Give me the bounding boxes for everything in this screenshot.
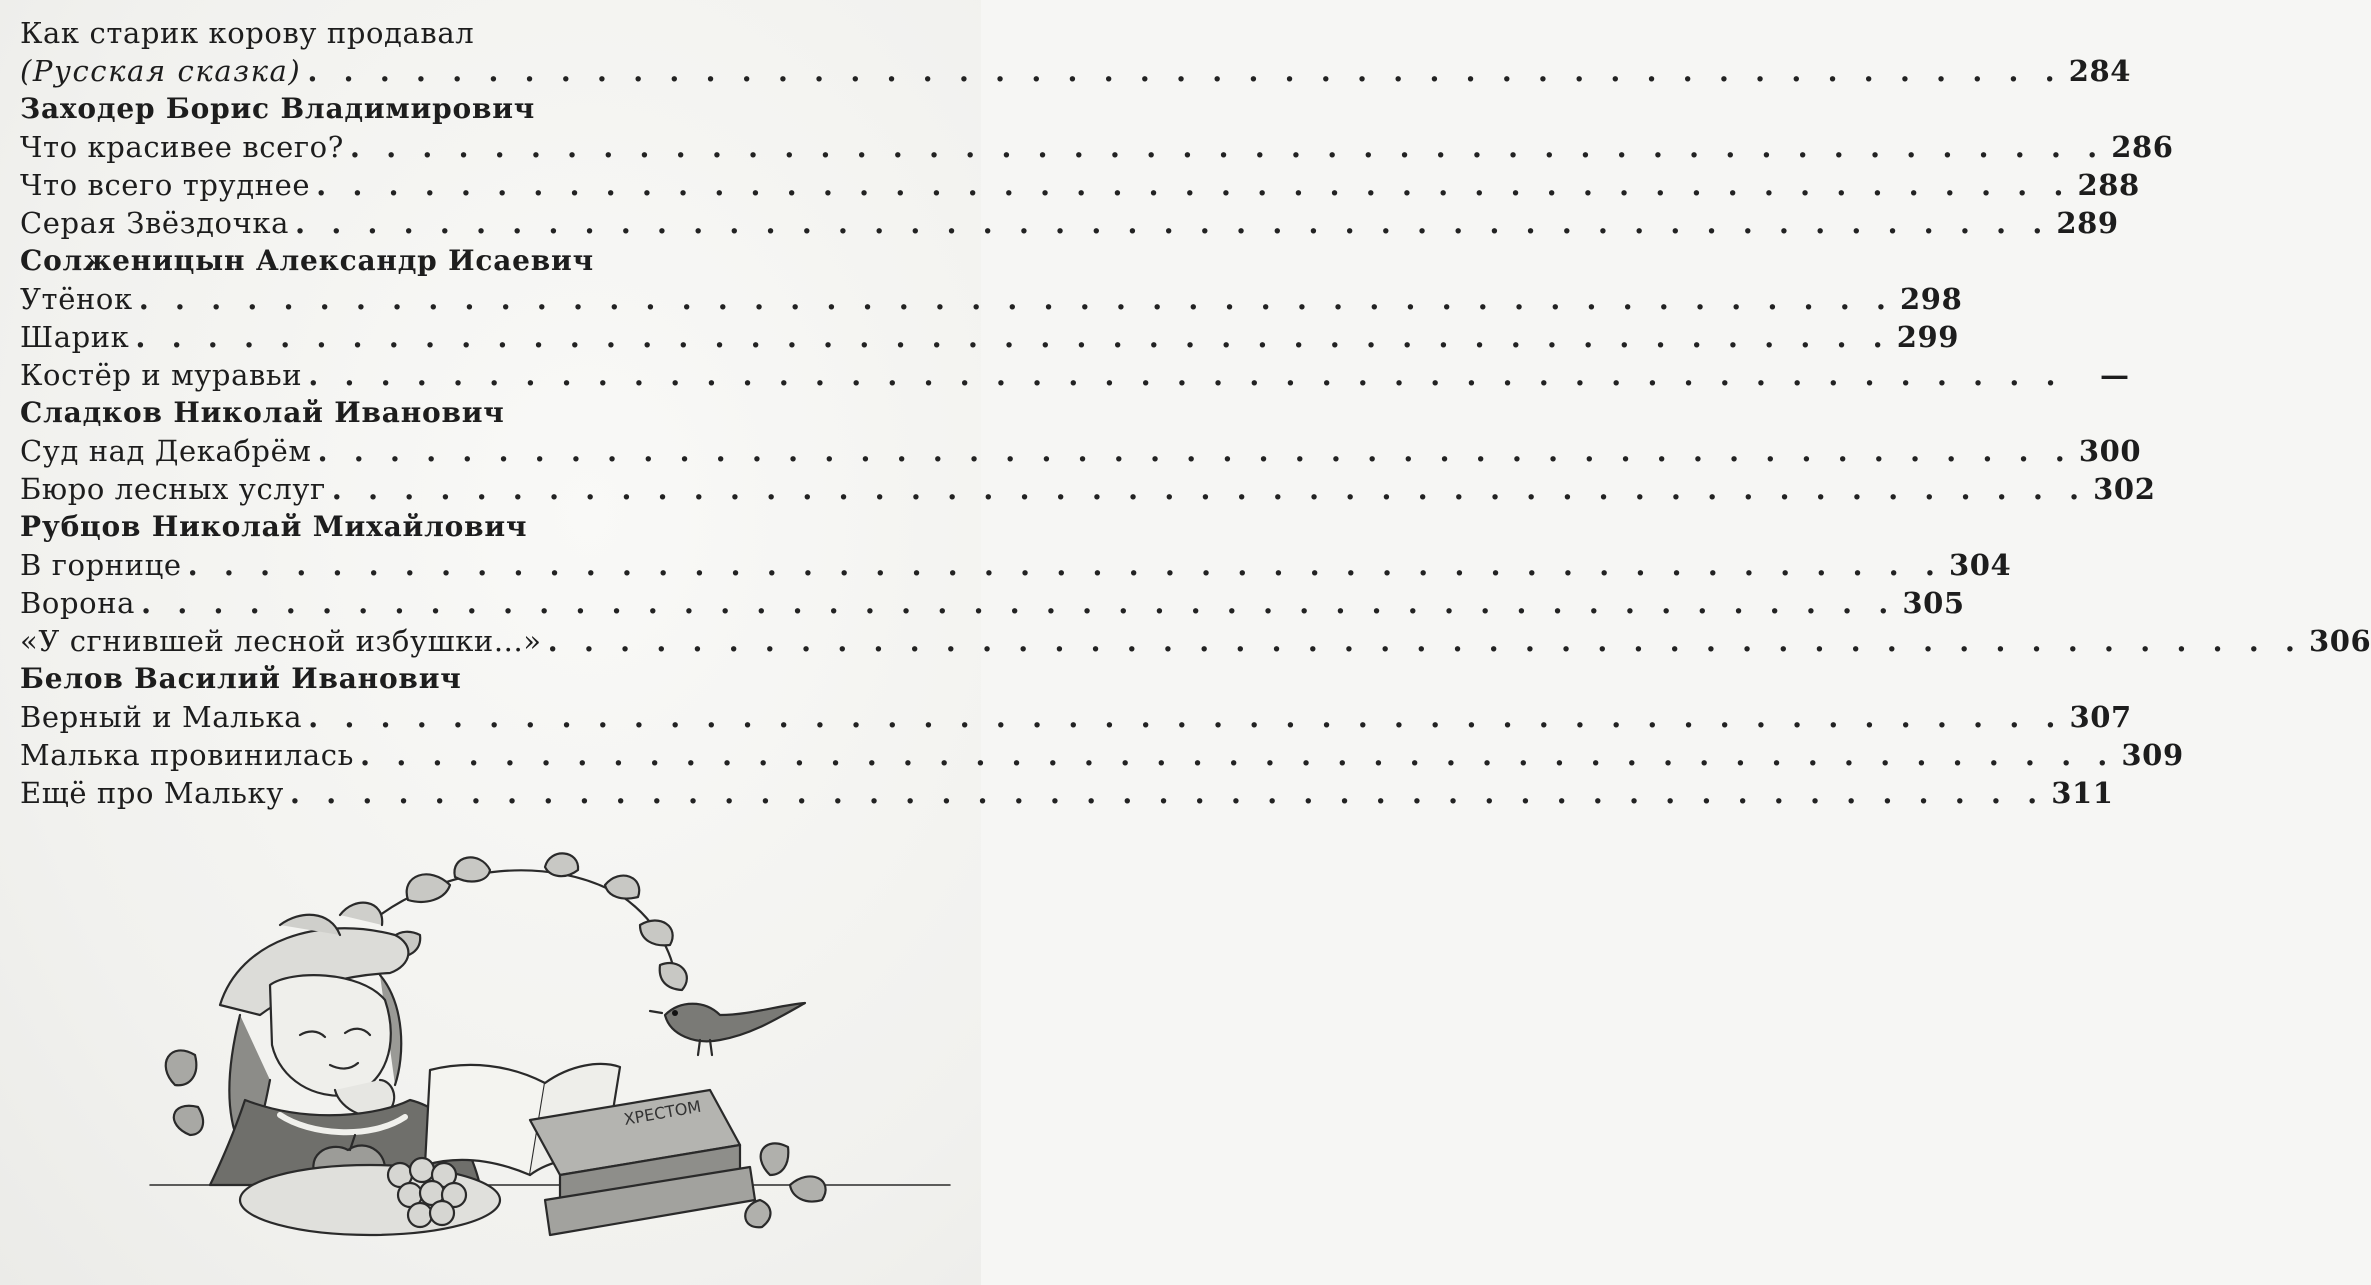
toc-entry-title: (Русская сказка) <box>20 54 302 88</box>
dot-leader: . . . . . . . . . . . . . . . . . . . . . . . . . . . . . . . . . . . . . . . . . . . . . . . . . <box>331 472 2088 506</box>
toc-entry-title: Малька провинилась <box>20 738 355 772</box>
dot-leader: . . . . . . . . . . . . . . . . . . . . . . . . . . . . . . . . . . . . . . . . . . . . . . . . . <box>135 320 1891 354</box>
toc-entry-title: Суд над Декабрём <box>20 434 312 468</box>
dot-leader: . . . . . . . . . . . . . . . . . . . . . . . . . . . . . . . . . . . . . . . . . . . . . . . . . <box>547 624 2303 658</box>
toc-page-number: 305 <box>1902 586 1965 620</box>
dot-leader: . . . . . . . . . . . . . . . . . . . . . . . . . . . . . . . . . . . . . . . . . . . . . . . . . <box>316 168 2072 202</box>
toc-entry <box>20 128 2174 166</box>
toc-entry <box>20 736 2184 774</box>
dot-leader: . . . . . . . . . . . . . . . . . . . . . . . . . . . . . . . . . . . . . . . . . . . . . . . . . <box>308 700 2064 734</box>
bird <box>665 1003 805 1041</box>
toc-page-number: 300 <box>2078 434 2142 468</box>
toc-entry-title: Серая Звёздочка <box>20 206 289 240</box>
toc-entry-title: В горнице <box>20 548 182 582</box>
toc-entry-title: Ворона <box>20 586 136 620</box>
toc-author-heading: Сладков Николай Иванович <box>20 396 505 429</box>
toc-entry-title: Верный и Малька <box>20 700 303 734</box>
toc-entry <box>20 546 2012 584</box>
open-book <box>425 1065 545 1175</box>
toc-entry <box>20 14 955 52</box>
toc-entry <box>20 774 2114 812</box>
toc-author-heading: Заходер Борис Владимирович <box>20 92 536 125</box>
toc-entry <box>20 204 2119 242</box>
toc-page-number: 311 <box>2051 776 2114 810</box>
toc-page-number: 307 <box>2069 700 2132 734</box>
toc-page-number: 298 <box>1900 282 1963 316</box>
dot-leader: . . . . . . . . . . . . . . . . . . . . . . . . . . . . . . . . . . . . . . . . . . . . . . . . . <box>349 130 2106 164</box>
dot-leader: . . . . . . . . . . . . . . . . . . . . . . . . . . . . . . . . . . . . . . . . . . . . . . . . . <box>308 358 2064 392</box>
dot-leader: . . . . . . . . . . . . . . . . . . . . . . . . . . . . . . . . . . . . . . . . . . . . . . . . . <box>360 738 2116 772</box>
book-cover-text: ХРЕСТОМ <box>622 1096 703 1129</box>
toc-page-number: 309 <box>2121 738 2184 772</box>
dot-leader: . . . . . . . . . . . . . . . . . . . . . . . . . . . . . . . . . . . . . . . . . . . . . . . . . <box>307 54 2063 88</box>
leaves <box>389 853 687 990</box>
toc-entry <box>20 470 2156 508</box>
toc-page-number: 302 <box>2093 472 2156 506</box>
toc-entry <box>20 584 1965 622</box>
face <box>270 975 391 1096</box>
toc-entry-title: Шарик <box>20 320 130 354</box>
dot-leader: . . . . . . . . . . . . . . . . . . . . . . . . . . . . . . . . . . . . . . . . . . . . . . . . . <box>138 282 1895 316</box>
toc-entry-title: Как старик корову продавал <box>20 16 475 50</box>
toc-page-number: 288 <box>2077 168 2140 202</box>
toc-entry <box>20 356 2130 394</box>
toc-author-heading: Рубцов Николай Михайлович <box>20 510 528 543</box>
table-of-contents <box>20 14 2371 812</box>
toc-page-number: — <box>2099 358 2130 392</box>
toc-entry-title: Что всего труднее <box>20 168 311 202</box>
dot-leader: . . . . . . . . . . . . . . . . . . . . . . . . . . . . . . . . . . . . . . . . . . . . . . . . . <box>295 206 2051 240</box>
toc-entry-title: Ещё про Мальку <box>20 776 284 810</box>
toc-page-number: 284 <box>2068 54 2132 88</box>
dot-leader: . . . . . . . . . . . . . . . . . . . . . . . . . . . . . . . . . . . . . . . . . . . . . . . . . <box>141 586 1897 620</box>
toc-entry <box>20 698 2132 736</box>
toc-entry <box>20 52 2132 90</box>
girl-reading-illustration <box>150 855 950 1265</box>
dot-leader: . . . . . . . . . . . . . . . . . . . . . . . . . . . . . . . . . . . . . . . . . . . . . . . . . <box>317 434 2073 468</box>
toc-entry <box>20 318 1960 356</box>
toc-entry <box>20 622 2371 660</box>
toc-entry-title: Костёр и муравьи <box>20 358 303 392</box>
toc-author-heading: Солженицын Александр Исаевич <box>20 244 594 277</box>
toc-entry-title: «У сгнившей лесной избушки...» <box>20 624 542 658</box>
toc-entry <box>20 166 2140 204</box>
toc-entry-title: Утёнок <box>20 282 133 316</box>
toc-author-heading: Белов Василий Иванович <box>20 662 462 695</box>
dot-leader: . . . . . . . . . . . . . . . . . . . . . . . . . . . . . . . . . . . . . . . . . . . . . . . . . <box>289 776 2046 810</box>
toc-page-number: 289 <box>2056 206 2119 240</box>
dot-leader: . . . . . . . . . . . . . . . . . . . . . . . . . . . . . . . . . . . . . . . . . . . . . . . . . <box>187 548 1943 582</box>
toc-entry <box>20 432 2142 470</box>
toc-entry <box>20 280 1963 318</box>
toc-page-number: 286 <box>2111 130 2174 164</box>
toc-entry-title: Что красивее всего? <box>20 130 344 164</box>
toc-page-number: 299 <box>1896 320 1960 354</box>
toc-page-number: 304 <box>1948 548 2012 582</box>
toc-entry-title: Бюро лесных услуг <box>20 472 326 506</box>
toc-page-number: 306 <box>2309 624 2371 658</box>
left-leaves <box>166 1050 203 1135</box>
